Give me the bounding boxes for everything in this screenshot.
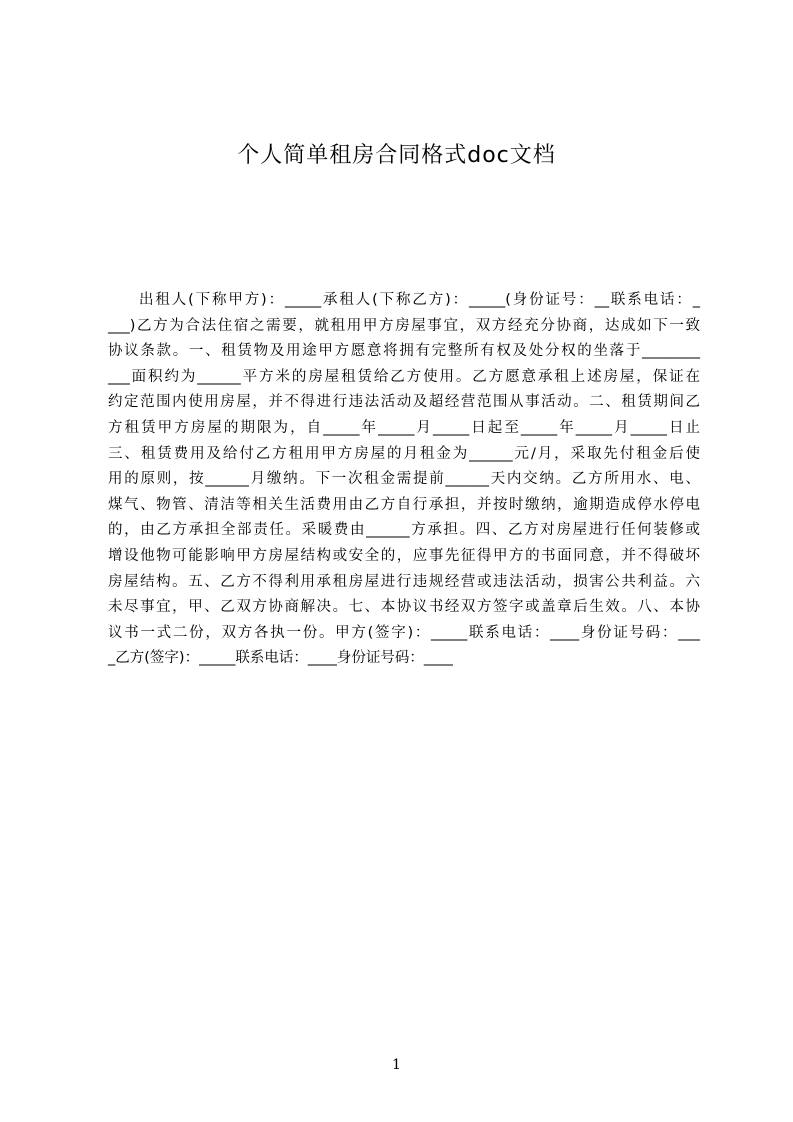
document-title: 个人简单租房合同格式doc文档 (237, 143, 556, 168)
body-line: 的，由乙方承担全部责任。采暖费由______方承担。四、乙方对房屋进行任何装修或 (108, 522, 700, 539)
body-line: 协议条款。一、租赁物及用途甲方愿意将拥有完整所有权及处分权的坐落于________ (108, 343, 700, 360)
body-line: 约定范围内使用房屋，并不得进行违法活动及超经营范围从事活动。二、租赁期间乙 (108, 394, 700, 411)
body-line: 煤气、物管、清洁等相关生活费用由乙方自行承担，并按时缴纳，逾期造成停水停电 (108, 496, 700, 513)
body-line: ___面积约为______平方米的房屋租赁给乙方使用。乙方愿意承租上述房屋，保证在 (108, 368, 700, 385)
body-line: 三、租赁费用及给付乙方租用甲方房屋的月租金为______元/月，采取先付租金后使 (108, 445, 700, 462)
body-line: 增设他物可能影响甲方房屋结构或安全的，应事先征得甲方的书面同意，并不得破坏 (108, 547, 700, 564)
body-line: 出租人(下称甲方)：_____承租人(下称乙方)：_____(身份证号：__联系电话：_ (139, 292, 700, 308)
body-line: 方租赁甲方房屋的期限为，自_____年_____月_____日起至_____年_____月_____日止 (108, 419, 700, 436)
body-line: 未尽事宜，甲、乙双方协商解决。七、本协议书经双方签字或盖章后生效。八、本协 (108, 599, 700, 616)
body-line: 议书一式二份，双方各执一份。甲方(签字)：_____联系电话：____身份证号码：___ (108, 624, 700, 641)
body-line: 房屋结构。五、乙方不得利用承租房屋进行违规经营或违法活动，损害公共利益。六 (108, 573, 700, 590)
body-line: 用的原则，按______月缴纳。下一次租金需提前______天内交纳。乙方所用水、电、 (108, 471, 700, 488)
contract-body (108, 288, 700, 672)
body-line: ___)乙方为合法住宿之需要，就租用甲方房屋事宜，双方经充分协商，达成如下一致 (108, 317, 700, 334)
body-line: _乙方(签字)：_____联系电话：____身份证号码：____ (108, 650, 453, 667)
page-number: 1 (392, 1057, 401, 1073)
